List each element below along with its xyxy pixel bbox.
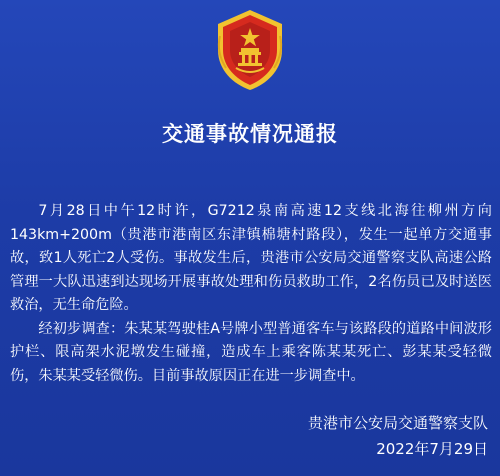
police-emblem-icon bbox=[212, 6, 288, 92]
paragraph-investigation: 经初步调查：朱某某驾驶桂A号牌小型普通客车与该路段的道路中间波形护栏、限高架水泥墩发生碰撞，造成车上乘客陈某某死亡、彭某某受轻微伤，朱某某受轻微伤。目前事故原因正在进一步调查中。 bbox=[10, 320, 492, 384]
issuer-name: 贵港市公安局交通警察支队 bbox=[307, 414, 488, 432]
issue-date: 2022年7月29日 bbox=[376, 440, 488, 458]
signature-block bbox=[308, 410, 488, 462]
bulletin-body bbox=[10, 200, 492, 388]
paragraph-incident: 7月28日中午12时许，G7212泉南高速12支线北海往柳州方向143km+200m（贵港市港南区东津镇棉塘村路段），发生一起单方交通事故，致1人死亡2人受伤。事故发生后，贵港市公安局交通警察支队高速公路管理一大队迅速到达现场开展事故处理和伤员救助工作，2名伤员已及时送医救治，无生命危险。 bbox=[10, 203, 492, 313]
page-title: 交通事故情况通报 bbox=[162, 122, 338, 146]
